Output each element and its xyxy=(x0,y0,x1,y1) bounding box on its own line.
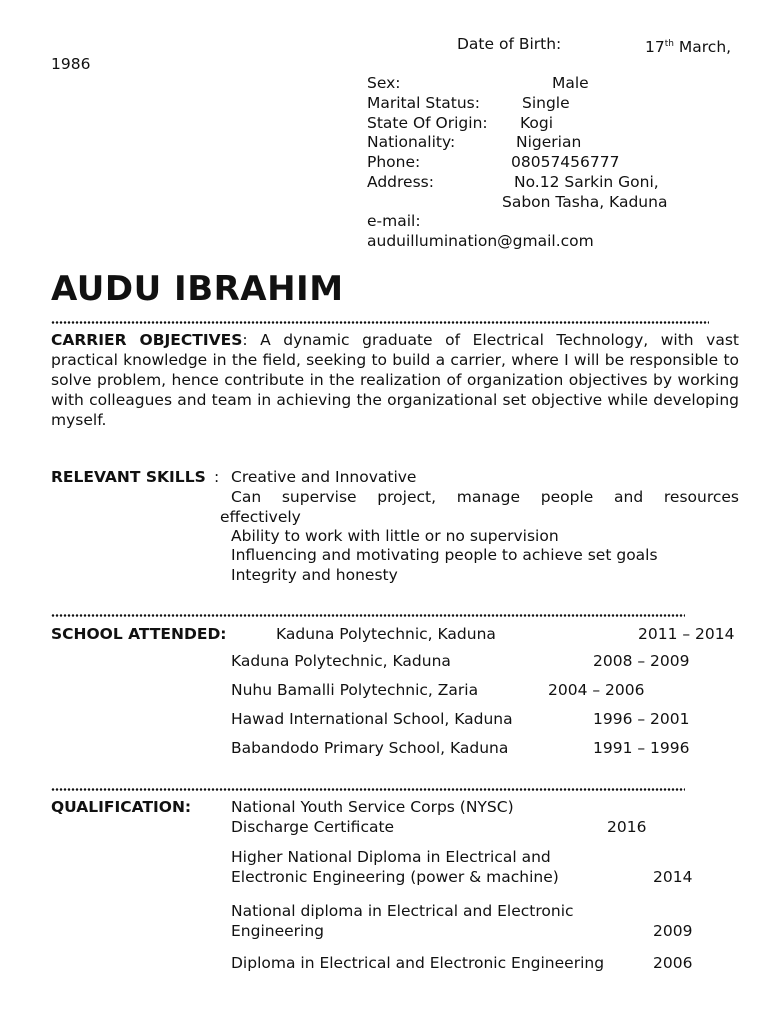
email-label: e-mail: xyxy=(367,212,421,230)
address-line-2: Sabon Tasha, Kaduna xyxy=(502,193,668,211)
skill-item: Integrity and honesty xyxy=(231,566,398,584)
skills-heading: RELEVANT SKILLS xyxy=(51,468,206,486)
dob-year: 1986 xyxy=(51,55,91,73)
school-years: 2004 – 2006 xyxy=(548,681,645,699)
school-years: 1991 – 1996 xyxy=(593,739,690,757)
qualification-heading: QUALIFICATION: xyxy=(51,798,192,816)
qualification-title: Higher National Diploma in Electrical and xyxy=(231,848,551,866)
nationality-label: Nationality: xyxy=(367,133,456,151)
school-name: Babandodo Primary School, Kaduna xyxy=(231,739,509,757)
school-years: 2011 – 2014 xyxy=(638,625,735,643)
objectives-text: : A dynamic graduate of Electrical Technology, with vast practical knowledge in the field, seeking to build a carrier, where I will be responsible to solve problem, hence contribute in the realization of organization objectives by working with colleagues and team in achieving the organizational set objective while developing myself. xyxy=(51,331,739,429)
state-of-origin-value: Kogi xyxy=(520,114,554,132)
nationality-value: Nigerian xyxy=(516,133,582,151)
school-years: 2008 – 2009 xyxy=(593,652,690,670)
skill-item: Ability to work with little or no supervision xyxy=(231,527,559,545)
marital-status-value: Single xyxy=(522,94,570,112)
address-label: Address: xyxy=(367,173,434,191)
school-name: Kaduna Polytechnic, Kaduna xyxy=(276,625,496,643)
sex-label: Sex: xyxy=(367,74,401,92)
phone-label: Phone: xyxy=(367,153,421,171)
qualification-title-line2: Electronic Engineering (power & machine) xyxy=(231,868,559,886)
candidate-name: AUDU IBRAHIM xyxy=(51,269,344,309)
school-name: Kaduna Polytechnic, Kaduna xyxy=(231,652,451,670)
dotted-divider xyxy=(51,612,685,619)
address-line-1: No.12 Sarkin Goni, xyxy=(514,173,659,191)
dob-label: Date of Birth: xyxy=(457,35,562,53)
objectives-section xyxy=(51,330,739,430)
qualification-year: 2016 xyxy=(607,818,647,836)
qualification-year: 2006 xyxy=(653,954,693,972)
marital-status-label: Marital Status: xyxy=(367,94,480,112)
schools-heading: SCHOOL ATTENDED: xyxy=(51,625,227,643)
phone-value: 08057456777 xyxy=(511,153,620,171)
school-name: Hawad International School, Kaduna xyxy=(231,710,513,728)
qualification-title: Diploma in Electrical and Electronic Engineering xyxy=(231,954,605,972)
skill-item: Creative and Innovative xyxy=(231,468,417,486)
dotted-divider xyxy=(51,319,709,326)
skill-item: Influencing and motivating people to achieve set goals xyxy=(231,546,658,564)
objectives-heading: CARRIER OBJECTIVES xyxy=(51,331,243,349)
school-years: 1996 – 2001 xyxy=(593,710,690,728)
school-name: Nuhu Bamalli Polytechnic, Zaria xyxy=(231,681,479,699)
qualification-year: 2009 xyxy=(653,922,693,940)
qualification-title: National Youth Service Corps (NYSC) xyxy=(231,798,514,816)
dotted-divider xyxy=(51,786,685,793)
sex-value: Male xyxy=(552,74,589,92)
state-of-origin-label: State Of Origin: xyxy=(367,114,488,132)
qualification-title-line2: Engineering xyxy=(231,922,324,940)
skill-item: Can supervise project, manage people and resources effectively xyxy=(220,488,739,526)
qualification-title-line2: Discharge Certificate xyxy=(231,818,395,836)
qualification-title: National diploma in Electrical and Electronic xyxy=(231,902,574,920)
qualification-year: 2014 xyxy=(653,868,693,886)
skills-colon: : xyxy=(214,468,220,486)
dob-value: 17th March, xyxy=(645,38,732,56)
email-value: auduillumination@gmail.com xyxy=(367,232,594,250)
